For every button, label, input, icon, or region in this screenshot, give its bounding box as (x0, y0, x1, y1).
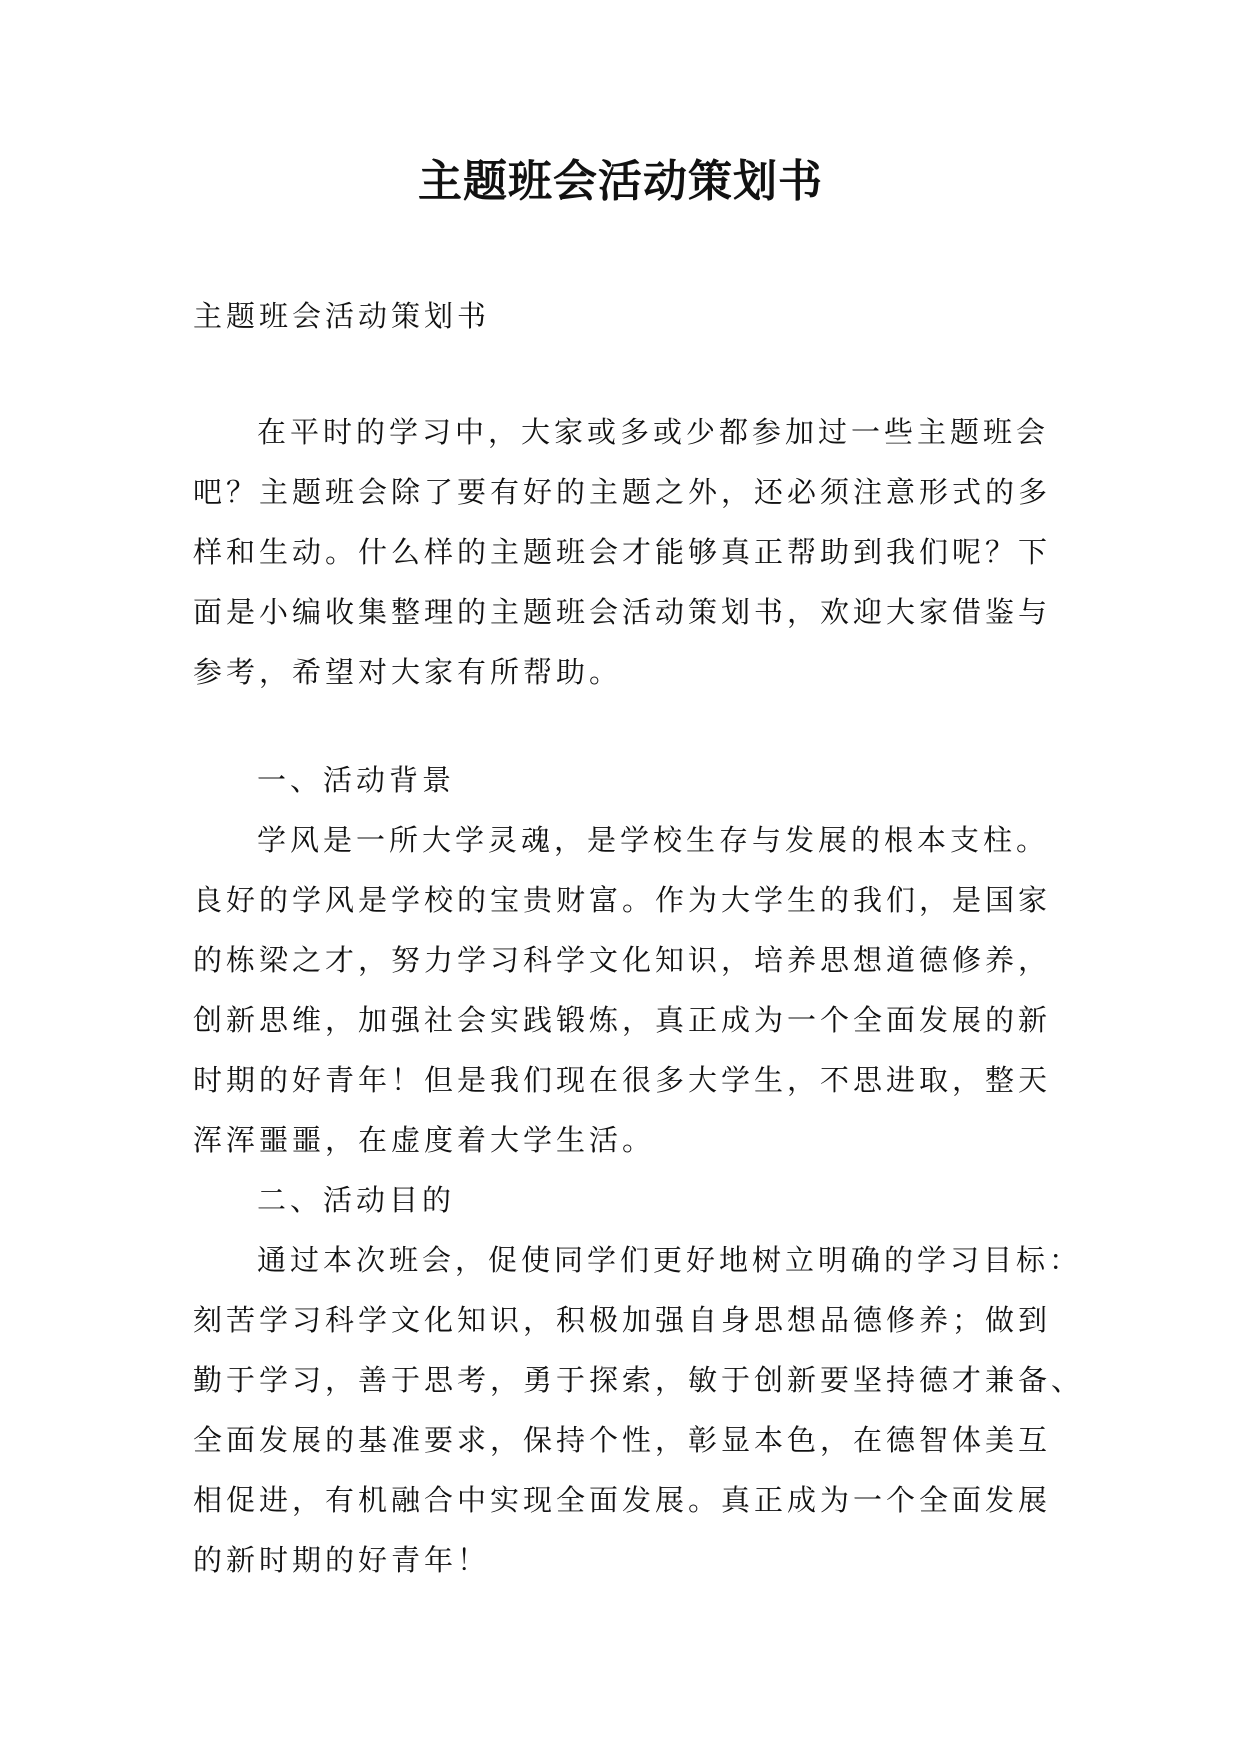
section2-heading: 二、活动目的 (257, 1183, 456, 1217)
section2-line-3: 勤于学习，善于思考，勇于探索，敏于创新要坚持德才兼备、 (193, 1363, 1085, 1397)
intro-line-4: 面是小编收集整理的主题班会活动策划书，欢迎大家借鉴与 (193, 595, 1052, 629)
section2-line-6: 的新时期的好青年！ (193, 1543, 491, 1577)
section1-line-3: 的栋梁之才，努力学习科学文化知识，培养思想道德修养， (193, 943, 1052, 977)
document-subtitle: 主题班会活动策划书 (193, 299, 491, 333)
section1-line-2: 良好的学风是学校的宝贵财富。作为大学生的我们，是国家 (193, 883, 1052, 917)
section1-line-4: 创新思维，加强社会实践锻炼，真正成为一个全面发展的新 (193, 1003, 1052, 1037)
section2-line-2: 刻苦学习科学文化知识，积极加强自身思想品德修养；做到 (193, 1303, 1052, 1337)
section1-line-6: 浑浑噩噩，在虚度着大学生活。 (193, 1123, 656, 1157)
section2-line-5: 相促进，有机融合中实现全面发展。真正成为一个全面发展 (193, 1483, 1052, 1517)
section2-line-1: 通过本次班会，促使同学们更好地树立明确的学习目标： (257, 1243, 1083, 1277)
intro-line-3: 样和生动。什么样的主题班会才能够真正帮助到我们呢？下 (193, 535, 1052, 569)
intro-line-2: 吧？主题班会除了要有好的主题之外，还必须注意形式的多 (193, 475, 1052, 509)
section1-line-1: 学风是一所大学灵魂，是学校生存与发展的根本支柱。 (257, 823, 1050, 857)
section2-line-4: 全面发展的基准要求，保持个性，彰显本色，在德智体美互 (193, 1423, 1052, 1457)
intro-line-1: 在平时的学习中，大家或多或少都参加过一些主题班会 (257, 415, 1050, 449)
section1-heading: 一、活动背景 (257, 763, 456, 797)
document-title: 主题班会活动策划书 (418, 156, 823, 207)
section1-line-5: 时期的好青年！但是我们现在很多大学生，不思进取，整天 (193, 1063, 1052, 1097)
intro-line-5: 参考，希望对大家有所帮助。 (193, 655, 623, 689)
